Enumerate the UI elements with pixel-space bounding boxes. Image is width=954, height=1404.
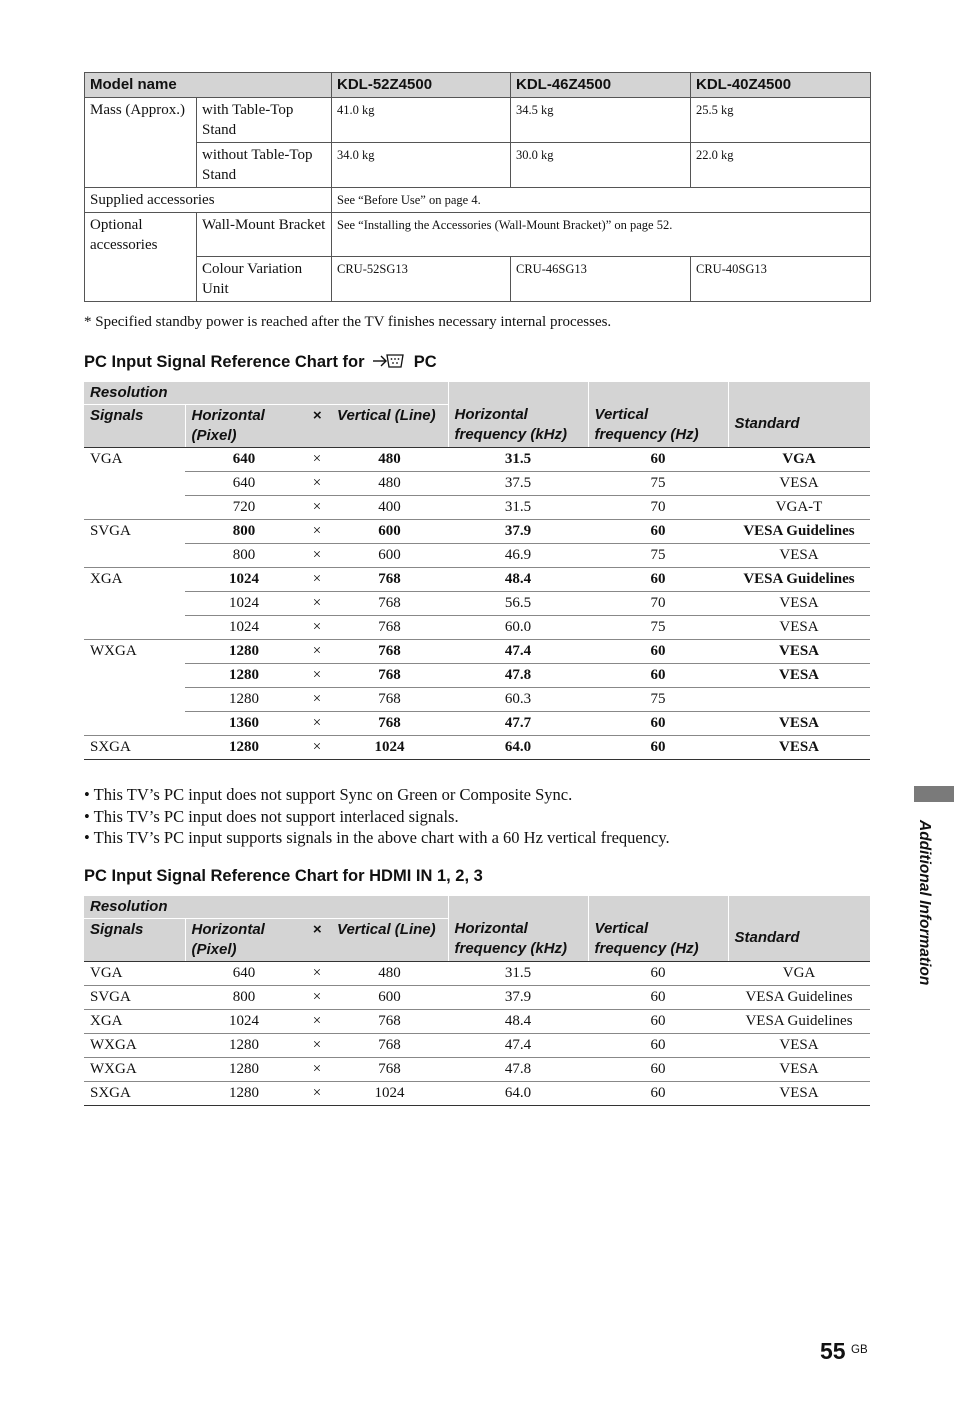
vertical-frequency-cell: 60	[588, 736, 728, 760]
standard-cell: VESA	[728, 736, 870, 760]
vertical-frequency-header: Vertical frequency (Hz)	[588, 896, 728, 962]
standard-cell: VESA	[728, 1057, 870, 1081]
vertical-frequency-cell: 60	[588, 664, 728, 688]
table-row	[84, 544, 870, 568]
times-cell: ×	[303, 688, 331, 712]
horizontal-frequency-cell: 31.5	[448, 496, 588, 520]
table-row	[84, 736, 870, 760]
table-row	[84, 616, 870, 640]
table-row	[84, 1033, 870, 1057]
vertical-line-cell: 600	[331, 544, 448, 568]
vertical-frequency-cell: 60	[588, 448, 728, 472]
notes-list	[84, 784, 870, 849]
pc-title-suffix: PC	[413, 353, 437, 371]
vertical-frequency-header: Vertical frequency (Hz)	[588, 382, 728, 448]
standard-cell: VESA	[728, 616, 870, 640]
vertical-frequency-cell: 60	[588, 712, 728, 736]
side-section-label: Additional Information	[916, 820, 933, 986]
table-row	[84, 1081, 870, 1105]
standard-header: Standard	[728, 382, 870, 448]
signal-cell: WXGA	[90, 643, 137, 660]
times-cell: ×	[303, 616, 331, 640]
vertical-line-cell: 600	[331, 520, 448, 544]
standard-cell: VESA	[728, 664, 870, 688]
vertical-line-cell: 768	[331, 616, 448, 640]
vertical-frequency-cell: 60	[588, 640, 728, 664]
times-cell: ×	[303, 448, 331, 472]
times-cell: ×	[303, 496, 331, 520]
times-cell: ×	[303, 712, 331, 736]
horizontal-frequency-cell: 56.5	[448, 592, 588, 616]
horizontal-frequency-cell: 37.9	[448, 985, 588, 1009]
table-row	[84, 448, 870, 472]
table-row	[84, 1057, 870, 1081]
times-cell: ×	[303, 1057, 331, 1081]
horizontal-frequency-cell: 60.0	[448, 616, 588, 640]
signal-cell: XGA	[84, 1009, 185, 1033]
section-tab-marker	[914, 786, 954, 802]
standard-cell: VESA	[728, 1081, 870, 1105]
vertical-frequency-cell: 60	[588, 985, 728, 1009]
mass-value: 30.0 kg	[511, 143, 691, 188]
spec-header-kdl46: KDL-46Z4500	[511, 73, 691, 98]
horizontal-frequency-cell: 47.4	[448, 1033, 588, 1057]
signal-cell: VGA	[90, 451, 123, 468]
signal-cell	[84, 472, 185, 496]
without-stand-label: without Table-Top Stand	[197, 143, 332, 188]
vertical-line-cell: 768	[331, 1057, 448, 1081]
horizontal-pixel-cell: 1280	[185, 640, 303, 664]
mass-value: 22.0 kg	[691, 143, 871, 188]
times-cell: ×	[303, 592, 331, 616]
horizontal-pixel-header: Horizontal (Pixel)	[185, 918, 303, 961]
signal-cell: SXGA	[84, 736, 185, 760]
horizontal-pixel-cell: 640	[185, 448, 303, 472]
horizontal-pixel-cell: 1280	[185, 1057, 303, 1081]
vertical-frequency-cell: 60	[588, 1033, 728, 1057]
table-row	[84, 592, 870, 616]
pc-input-icon	[372, 352, 406, 376]
signal-cell	[84, 592, 185, 616]
horizontal-frequency-cell: 47.7	[448, 712, 588, 736]
vertical-line-cell: 768	[331, 712, 448, 736]
horizontal-pixel-cell: 1024	[185, 1009, 303, 1033]
signal-cell: SVGA	[84, 985, 185, 1009]
times-cell: ×	[303, 1009, 331, 1033]
pc-title-text: PC Input Signal Reference Chart for	[84, 353, 365, 371]
vertical-frequency-cell: 60	[588, 1057, 728, 1081]
table-row	[84, 985, 870, 1009]
horizontal-frequency-cell: 47.8	[448, 664, 588, 688]
wall-mount-value: See “Installing the Accessories (Wall-Mount Bracket)” on page 52.	[332, 213, 871, 257]
times-header: ×	[303, 405, 331, 448]
signal-cell	[84, 688, 185, 712]
signal-cell	[84, 664, 185, 688]
standard-cell: VESA	[728, 544, 870, 568]
standard-cell	[728, 688, 870, 712]
hdmi-section-title: PC Input Signal Reference Chart for HDMI IN 1, 2, 3	[84, 866, 483, 885]
mass-value: 41.0 kg	[332, 98, 511, 143]
mass-row-with-stand	[85, 98, 871, 143]
mass-value: 34.5 kg	[511, 98, 691, 143]
standard-cell: VESA	[728, 1033, 870, 1057]
signal-cell	[84, 712, 185, 736]
vertical-frequency-cell: 75	[588, 544, 728, 568]
times-cell: ×	[303, 961, 331, 985]
hdmi-signal-table	[84, 896, 870, 1106]
table-row	[84, 664, 870, 688]
mass-row-without-stand	[85, 143, 871, 188]
pc-signal-table	[84, 382, 870, 760]
footnote: * Specified standby power is reached after the TV finishes necessary internal processes.	[84, 314, 612, 330]
wall-mount-label: Wall-Mount Bracket	[197, 213, 332, 257]
spec-header-model: Model name	[85, 73, 332, 98]
vertical-frequency-cell: 60	[588, 1009, 728, 1033]
horizontal-pixel-cell: 1024	[185, 568, 303, 592]
signal-cell: WXGA	[84, 1033, 185, 1057]
horizontal-frequency-cell: 60.3	[448, 688, 588, 712]
horizontal-pixel-cell: 720	[185, 496, 303, 520]
table-row	[84, 961, 870, 985]
horizontal-frequency-cell: 37.9	[448, 520, 588, 544]
spec-table	[84, 72, 871, 302]
colour-unit-label: Colour Variation Unit	[197, 257, 332, 302]
vertical-line-cell: 768	[331, 1009, 448, 1033]
times-cell: ×	[303, 640, 331, 664]
table-row	[84, 568, 870, 592]
signals-header: Signals	[84, 405, 185, 448]
horizontal-pixel-cell: 800	[185, 544, 303, 568]
vertical-frequency-cell: 75	[588, 688, 728, 712]
pc-header-row-1	[84, 382, 870, 405]
vertical-line-cell: 480	[331, 472, 448, 496]
colour-unit-value: CRU-40SG13	[691, 257, 871, 302]
supplied-value: See “Before Use” on page 4.	[332, 188, 871, 213]
supplied-accessories-row	[85, 188, 871, 213]
vertical-frequency-cell: 60	[588, 961, 728, 985]
horizontal-frequency-cell: 64.0	[448, 736, 588, 760]
horizontal-pixel-cell: 1280	[185, 1081, 303, 1105]
signal-cell: XGA	[90, 571, 123, 588]
standard-cell: VGA	[728, 961, 870, 985]
vertical-frequency-cell: 70	[588, 496, 728, 520]
table-row	[84, 496, 870, 520]
times-header: ×	[303, 918, 331, 961]
horizontal-pixel-cell: 1280	[185, 1033, 303, 1057]
vertical-frequency-cell: 60	[588, 1081, 728, 1105]
horizontal-frequency-header: Horizontal frequency (kHz)	[448, 382, 588, 448]
horizontal-frequency-cell: 31.5	[448, 961, 588, 985]
vertical-line-cell: 768	[331, 664, 448, 688]
signal-cell	[84, 496, 185, 520]
table-row	[84, 640, 870, 664]
resolution-header: Resolution	[84, 896, 448, 919]
vertical-frequency-cell: 75	[588, 616, 728, 640]
spec-header-kdl40: KDL-40Z4500	[691, 73, 871, 98]
standard-cell: VESA Guidelines	[728, 985, 870, 1009]
horizontal-pixel-cell: 1024	[185, 616, 303, 640]
vertical-line-cell: 768	[331, 568, 448, 592]
supplied-label: Supplied accessories	[85, 188, 332, 213]
pc-section-title	[84, 351, 870, 373]
hdmi-header-row-1	[84, 896, 870, 919]
table-row	[84, 520, 870, 544]
horizontal-frequency-cell: 31.5	[448, 448, 588, 472]
times-cell: ×	[303, 520, 331, 544]
horizontal-pixel-cell: 1280	[185, 688, 303, 712]
colour-unit-value: CRU-52SG13	[332, 257, 511, 302]
table-row	[84, 472, 870, 496]
vertical-line-cell: 768	[331, 688, 448, 712]
vertical-line-cell: 480	[331, 448, 448, 472]
vertical-line-cell: 768	[331, 1033, 448, 1057]
mass-value: 25.5 kg	[691, 98, 871, 143]
horizontal-frequency-cell: 48.4	[448, 1009, 588, 1033]
horizontal-pixel-cell: 1360	[185, 712, 303, 736]
times-cell: ×	[303, 1033, 331, 1057]
vertical-line-cell: 600	[331, 985, 448, 1009]
standard-cell: VESA Guidelines	[728, 568, 870, 592]
horizontal-pixel-cell: 640	[185, 472, 303, 496]
times-cell: ×	[303, 985, 331, 1009]
horizontal-pixel-cell: 800	[185, 520, 303, 544]
mass-value: 34.0 kg	[332, 143, 511, 188]
horizontal-frequency-cell: 47.4	[448, 640, 588, 664]
horizontal-pixel-cell: 1280	[185, 664, 303, 688]
spec-header-row	[85, 73, 871, 98]
horizontal-pixel-cell: 800	[185, 985, 303, 1009]
resolution-header: Resolution	[84, 382, 448, 405]
times-cell: ×	[303, 736, 331, 760]
note-item: • This TV’s PC input supports signals in the above chart with a 60 Hz vertical frequency.	[84, 827, 870, 849]
page-number: 55	[820, 1338, 846, 1364]
vertical-frequency-cell: 60	[588, 520, 728, 544]
vertical-line-header: Vertical (Line)	[331, 918, 448, 961]
horizontal-frequency-cell: 48.4	[448, 568, 588, 592]
standard-cell: VESA	[728, 592, 870, 616]
horizontal-frequency-cell: 37.5	[448, 472, 588, 496]
standard-cell: VESA	[728, 640, 870, 664]
optional-label: Optional accessories	[85, 213, 197, 302]
vertical-line-cell: 768	[331, 640, 448, 664]
note-item: • This TV’s PC input does not support Sync on Green or Composite Sync.	[84, 784, 870, 806]
vertical-frequency-cell: 75	[588, 472, 728, 496]
vertical-frequency-cell: 60	[588, 568, 728, 592]
times-cell: ×	[303, 544, 331, 568]
signal-cell: WXGA	[84, 1057, 185, 1081]
mass-label: Mass (Approx.)	[85, 98, 197, 188]
colour-unit-row	[85, 257, 871, 302]
signal-cell: SXGA	[84, 1081, 185, 1105]
vertical-line-cell: 1024	[331, 736, 448, 760]
signal-cell	[84, 616, 185, 640]
horizontal-pixel-cell: 640	[185, 961, 303, 985]
signal-cell: VGA	[84, 961, 185, 985]
standard-cell: VESA Guidelines	[728, 520, 870, 544]
standard-cell: VGA-T	[728, 496, 870, 520]
standard-cell: VGA	[728, 448, 870, 472]
spec-header-kdl52: KDL-52Z4500	[332, 73, 511, 98]
horizontal-frequency-cell: 47.8	[448, 1057, 588, 1081]
wall-mount-row	[85, 213, 871, 257]
horizontal-pixel-header: Horizontal (Pixel)	[185, 405, 303, 448]
times-cell: ×	[303, 568, 331, 592]
signals-header: Signals	[84, 918, 185, 961]
hdmi-table-body	[84, 961, 870, 1105]
vertical-line-cell: 1024	[331, 1081, 448, 1105]
vertical-line-cell: 400	[331, 496, 448, 520]
page-content	[84, 72, 870, 1106]
horizontal-pixel-cell: 1280	[185, 736, 303, 760]
standard-header: Standard	[728, 896, 870, 962]
standard-cell: VESA	[728, 712, 870, 736]
standard-cell: VESA Guidelines	[728, 1009, 870, 1033]
horizontal-frequency-header: Horizontal frequency (kHz)	[448, 896, 588, 962]
horizontal-pixel-cell: 1024	[185, 592, 303, 616]
vertical-line-cell: 480	[331, 961, 448, 985]
times-cell: ×	[303, 1081, 331, 1105]
colour-unit-value: CRU-46SG13	[511, 257, 691, 302]
standard-cell: VESA	[728, 472, 870, 496]
table-row	[84, 688, 870, 712]
table-row	[84, 712, 870, 736]
times-cell: ×	[303, 664, 331, 688]
signal-cell	[84, 544, 185, 568]
horizontal-frequency-cell: 64.0	[448, 1081, 588, 1105]
times-cell: ×	[303, 472, 331, 496]
with-stand-label: with Table-Top Stand	[197, 98, 332, 143]
vertical-line-header: Vertical (Line)	[331, 405, 448, 448]
horizontal-frequency-cell: 46.9	[448, 544, 588, 568]
vertical-line-cell: 768	[331, 592, 448, 616]
pc-table-body	[84, 448, 870, 760]
signal-cell: SVGA	[90, 523, 131, 540]
table-row	[84, 1009, 870, 1033]
note-item: • This TV’s PC input does not support interlaced signals.	[84, 806, 870, 828]
vertical-frequency-cell: 70	[588, 592, 728, 616]
page-number-suffix: GB	[851, 1344, 868, 1356]
